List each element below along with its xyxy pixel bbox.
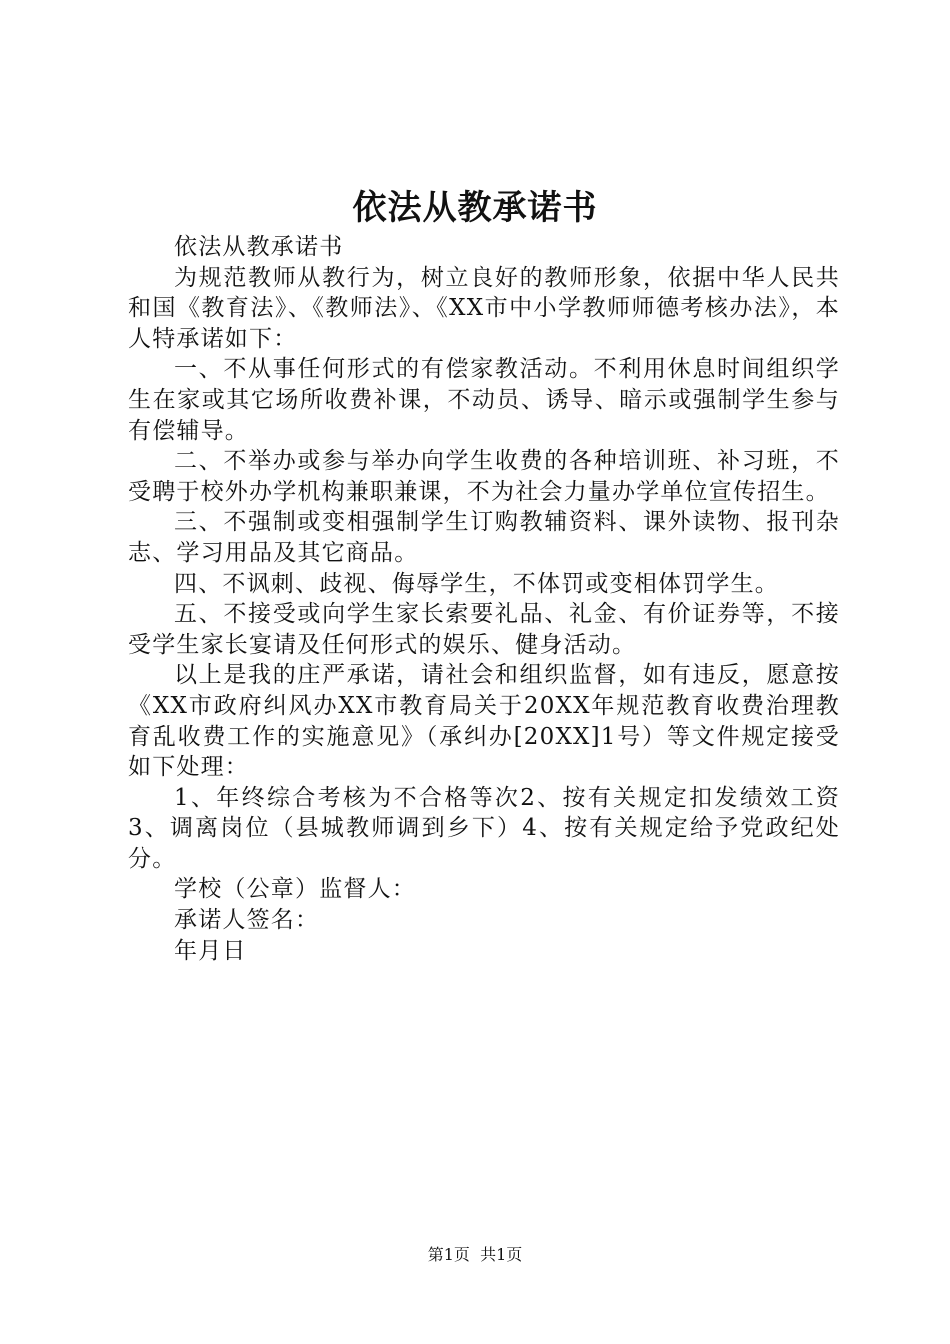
- paragraph-clause-1: 一、不从事任何形式的有偿家教活动。不利用休息时间组织学生在家或其它场所收费补课，不动员、诱导、暗示或强制学生参与有偿辅导。: [128, 356, 840, 444]
- page-footer: [0, 1244, 950, 1266]
- signature-promisor-line: 承诺人签名：: [174, 907, 320, 934]
- paragraph-heading-repeat: 依法从教承诺书: [174, 234, 344, 260]
- signature-supervisor-line: 学校（公章）监督人：: [174, 876, 416, 903]
- paragraph-clause-4: 四、不讽刺、歧视、侮辱学生，不体罚或变相体罚学生。: [174, 570, 779, 597]
- document-title: 依法从教承诺书: [352, 188, 598, 228]
- page-number-label: 第1页 共1页: [427, 1245, 523, 1264]
- paragraph-clause-5: 五、不接受或向学生家长索要礼品、礼金、有价证券等，不接受学生家长宴请及任何形式的娱乐、健身活动。: [128, 601, 840, 658]
- paragraph-intro: 为规范教师从教行为，树立良好的教师形象，依据中华人民共和国《教育法》、《教师法》、《XX市中小学教师师德考核办法》，本人特承诺如下：: [128, 264, 840, 352]
- paragraph-clause-3: 三、不强制或变相强制学生订购教辅资料、课外读物、报刊杂志、学习用品及其它商品。: [128, 509, 840, 566]
- document-body: [128, 232, 840, 966]
- signature-date-line: 年月日: [174, 937, 247, 964]
- paragraph-commitment: 以上是我的庄严承诺，请社会和组织监督，如有违反，愿意按《XX市政府纠风办XX市教育局关于20XX年规范教育收费治理教育乱收费工作的实施意见》（承纠办[20XX]1号）等文件规定接受如下处理：: [128, 662, 840, 781]
- paragraph-penalties: 1、年终综合考核为不合格等次2、按有关规定扣发绩效工资3、调离岗位（县城教师调到乡下）4、按有关规定给予党政纪处分。: [128, 784, 840, 872]
- paragraph-clause-2: 二、不举办或参与举办向学生收费的各种培训班、补习班，不受聘于校外办学机构兼职兼课，不为社会力量办学单位宣传招生。: [128, 448, 840, 505]
